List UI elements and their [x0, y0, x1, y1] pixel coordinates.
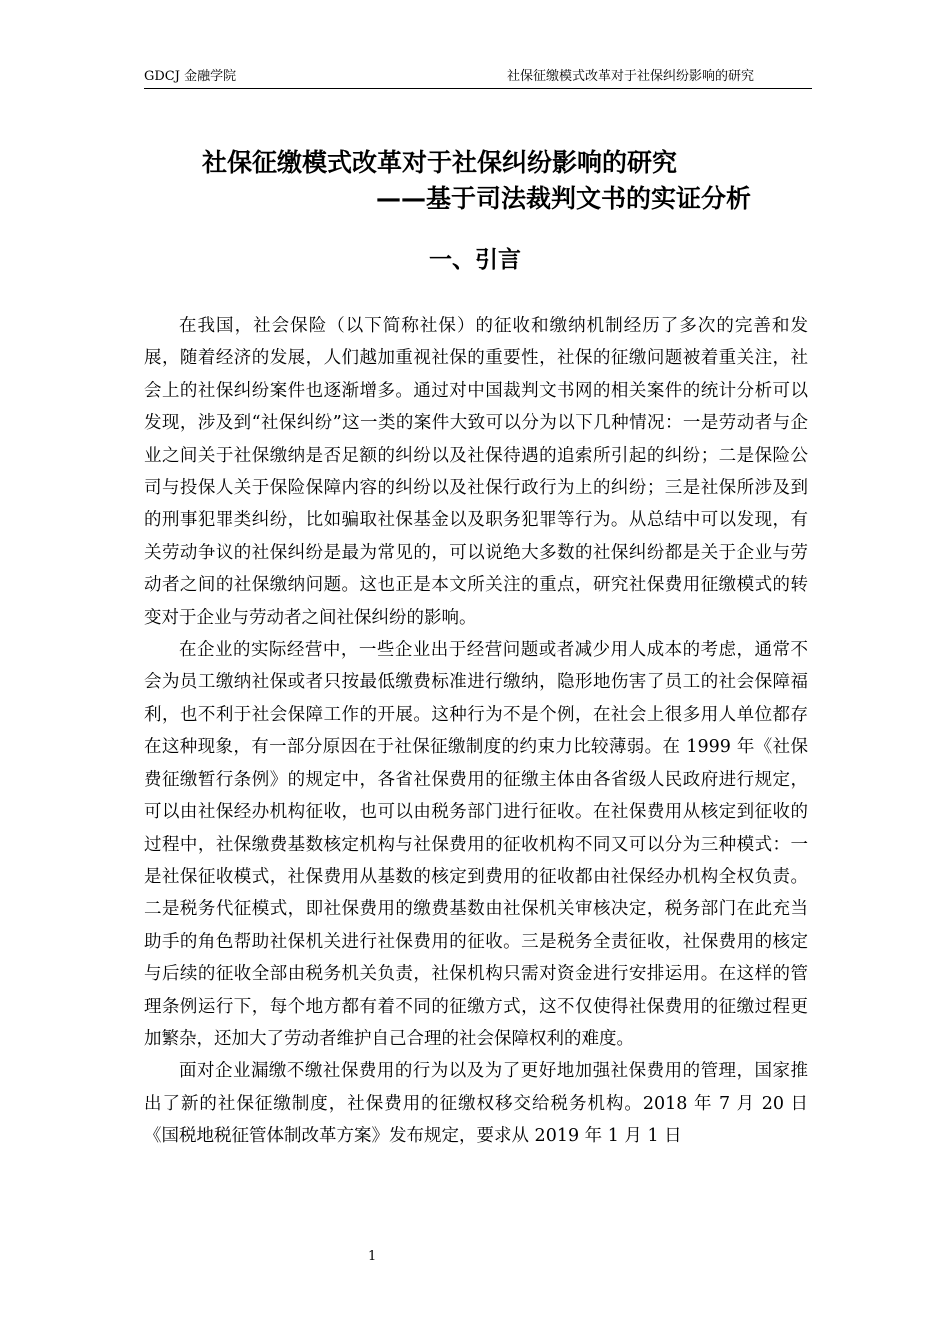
paragraph: 在企业的实际经营中，一些企业出于经营问题或者减少用人成本的考虑，通常不会为员工缴纳社保或者只按最低缴费标准进行缴纳，隐形地伤害了员工的社会保障福利，也不利于社会保障工作的开展。这种行为不是个例，在社会上很多用人单位都存在这种现象，有一部分原因在于社保征缴制度的约束力比较薄弱。在 1999 年《社保费征缴暂行条例》的规定中，各省社保费用的征缴主体由各省级人民政府进行规定，可以由社保经办机构征收，也可以由税务部门进行征收。在社保费用从核定到征收的过程中，社保缴费基数核定机构与社保费用的征收机构不同又可以分为三种模式：一是社保征收模式，社保费用从基数的核定到费用的征收都由社保经办机构全权负责。二是税务代征模式，即社保费用的缴费基数由社保机关审核决定，税务部门在此充当助手的角色帮助社保机关进行社保费用的征收。三是税务全责征收，社保费用的核定与后续的征收全部由税务机关负责，社保机构只需对资金进行安排运用。在这样的管理条例运行下，每个地方都有着不同的征缴方式，这不仅使得社保费用的征缴过程更加繁杂，还加大了劳动者维护自己合理的社会保障权利的难度。 — [144, 640, 808, 1049]
paragraph: 面对企业漏缴不缴社保费用的行为以及为了更好地加强社保费用的管理，国家推出了新的社保征缴制度，社保费用的征缴权移交给税务机构。2018 年 7 月 20 日《国税地税征管体制改革方案》发布规定，要求从 2019 年 1 月 1 日 — [144, 1061, 808, 1147]
title-subtitle: ——基于司法裁判文书的实证分析 — [376, 184, 752, 213]
header-left-text: GDCJ 金融学院 — [144, 69, 237, 84]
title-main: 社保征缴模式改革对于社保纠纷影响的研究 — [202, 148, 678, 177]
paper-title — [144, 146, 812, 216]
body-text — [144, 310, 808, 1153]
header-right-text: 社保征缴模式改革对于社保纠纷影响的研究 — [506, 69, 754, 84]
page-header — [144, 68, 812, 89]
section-heading: 一、引言 — [429, 247, 521, 273]
page-number: 1 — [368, 1249, 377, 1264]
paragraph: 在我国，社会保险（以下简称社保）的征收和缴纳机制经历了多次的完善和发展，随着经济的发展，人们越加重视社保的重要性，社保的征缴问题被着重关注，社会上的社保纠纷案件也逐渐增多。通过对中国裁判文书网的相关案件的统计分析可以发现，涉及到“社保纠纷”这一类的案件大致可以分为以下几种情况：一是劳动者与企业之间关于社保缴纳是否足额的纠纷以及社保待遇的追索所引起的纠纷；二是保险公司与投保人关于保险保障内容的纠纷以及社保行政行为上的纠纷；三是社保所涉及到的刑事犯罪类纠纷，比如骗取社保基金以及职务犯罪等行为。从总结中可以发现，有关劳动争议的社保纠纷是最为常见的，可以说绝大多数的社保纠纷都是关于企业与劳动者之间的社保缴纳问题。这也正是本文所关注的重点，研究社保费用征缴模式的转变对于企业与劳动者之间社保纠纷的影响。 — [144, 316, 808, 628]
